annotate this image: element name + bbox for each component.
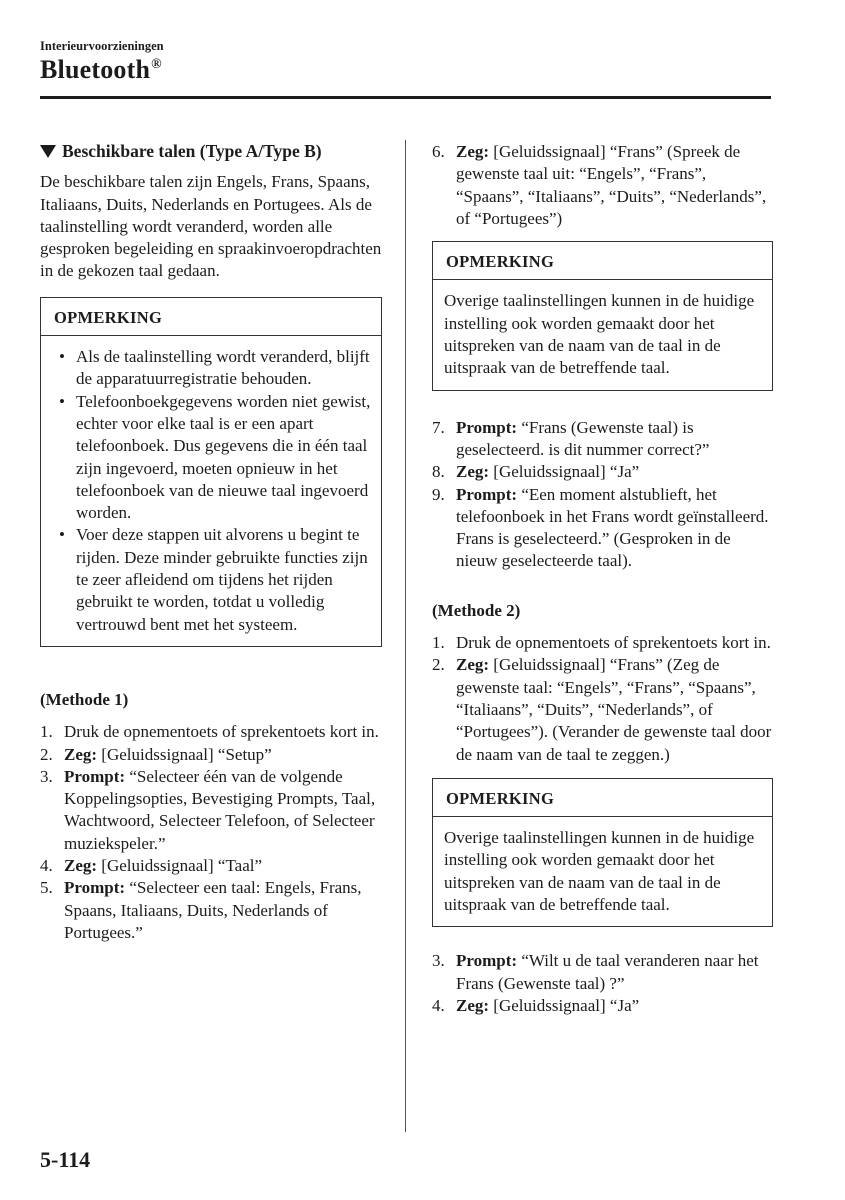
method2-steps-continued [432, 950, 773, 1017]
step-item [432, 484, 773, 573]
step-keyword: Zeg: [456, 142, 490, 161]
step-number: 8. [432, 462, 445, 482]
note-bullet [52, 391, 373, 525]
bullet-dot-icon: • [59, 525, 65, 545]
subheading-text: Beschikbare talen (Type A/Type B) [62, 141, 322, 161]
note-body [41, 336, 381, 646]
triangle-down-icon [40, 145, 56, 158]
step-text: [Geluidssignaal] “Frans” (Spreek de gewenste taal uit: “Engels”, “Frans”, “Spaans”, “Italiaans”, “Duits”, “Nederlands”, of “Portugees”) [456, 142, 767, 228]
step-item [40, 744, 382, 766]
note-box [432, 778, 773, 927]
step-keyword: Zeg: [64, 744, 98, 764]
registered-mark: ® [151, 57, 162, 72]
method-title: (Methode 2) [432, 600, 521, 620]
step-number: 6. [432, 142, 445, 161]
step-text: “Frans (Gewenste taal) is geselecteerd. is dit nummer correct?” [456, 417, 710, 459]
step-keyword: Prompt: [64, 766, 126, 786]
right-column [432, 141, 773, 1017]
step-keyword: Zeg: [456, 655, 490, 675]
step-item [432, 417, 773, 462]
section-label: Interieurvoorzieningen [40, 39, 164, 53]
note-body [433, 280, 772, 389]
step-text: [Geluidssignaal] “Taal” [101, 856, 263, 876]
subheading [40, 140, 382, 162]
step-keyword: Prompt: [64, 878, 126, 898]
note-text: Overige taalinstellingen kunnen in de huidige instelling ook worden gemaakt door het uitspreken van de naam van de taal in de uitspraak van de betreffende taal. [444, 828, 755, 915]
bullet-dot-icon: • [59, 347, 65, 367]
step-number: 1. [432, 633, 445, 653]
step-number: 4. [432, 995, 445, 1015]
chapter-title-text: Bluetooth [40, 55, 151, 84]
step-text: “Wilt u de taal veranderen naar het Frans (Gewenste taal) ?” [456, 951, 759, 993]
note-bullet [52, 524, 373, 635]
note-label: OPMERKING [433, 242, 772, 280]
header-rule [40, 96, 771, 99]
note-box [40, 297, 382, 647]
note-bullet [52, 346, 373, 391]
step-item [432, 141, 773, 230]
step-number: 2. [40, 744, 53, 764]
step-item [40, 721, 382, 743]
note-label: OPMERKING [41, 298, 381, 336]
step-item [40, 766, 382, 855]
step-item [432, 950, 773, 995]
step-text: “Selecteer één van de volgende Koppelingsopties, Bevestiging Prompts, Taal, Wachtwoord, Selecteer Telefoon, of Selecteer muziekspeler.” [64, 766, 376, 853]
step-text: Druk de opnementoets of sprekentoets kort in. [456, 633, 771, 653]
method-title: (Methode 1) [40, 689, 129, 709]
note-text: Overige taalinstellingen kunnen in de huidige instelling ook worden gemaakt door het uitspreken van de naam van de taal in de uitspraak van de betreffende taal. [444, 291, 755, 378]
step-number: 3. [432, 951, 445, 971]
step-keyword: Prompt: [456, 417, 518, 437]
note-bullet-text: Voer deze stappen uit alvorens u begint te rijden. Deze minder gebruikte functies zijn te zeer afleidend om tijdens het rijden gebruikt te worden, totdat u volledig vertrouwd bent met het systeem. [76, 525, 368, 634]
chapter-title [40, 55, 162, 85]
step-number: 2. [432, 655, 445, 675]
note-bullet-text: Telefoonboekgegevens worden niet gewist, echter voor elke taal is er een apart telefoonboek. Dus gegevens die in één taal zijn ingevoerd, moeten opnieuw in het telefoonboek van de nieuwe taal ingevoerd worden. [76, 391, 371, 523]
step-item [432, 995, 773, 1017]
step-keyword: Zeg: [456, 995, 490, 1015]
step-item [40, 855, 382, 877]
left-column [40, 140, 382, 944]
method2-steps [432, 632, 773, 766]
step-text: [Geluidssignaal] “Ja” [493, 462, 640, 482]
step-number: 3. [40, 766, 53, 786]
step-text: [Geluidssignaal] “Frans” (Zeg de gewenste taal: “Engels”, “Frans”, “Spaans”, “Italiaans”, “Duits”, “Nederlands”, of “Portugees”). (Verander de gewenste taal door de naam van de taal te zeggen.) [456, 655, 772, 764]
note-bullets [52, 346, 373, 636]
intro-paragraph: De beschikbare talen zijn Engels, Frans, Spaans, Italiaans, Duits, Nederlands en Portugees. Als de taalinstelling wordt veranderd, worden alle gesproken begeleiding en spraakinvoeropdrachten in de gekozen taal gedaan. [40, 172, 382, 281]
method1-steps [40, 721, 382, 944]
step-text: “Een moment alstublieft, het telefoonboek in het Frans wordt geïnstalleerd. Frans is geselecteerd.” (Gesproken in de nieuw geselecteerde taal). [456, 484, 769, 571]
steps-continued [432, 141, 773, 230]
step-text: [Geluidssignaal] “Ja” [493, 995, 640, 1015]
step-item [432, 654, 773, 765]
step-number: 9. [432, 484, 445, 504]
steps-continued [432, 417, 773, 573]
step-number: 1. [40, 722, 53, 742]
note-bullet-text: Als de taalinstelling wordt veranderd, blijft de apparatuurregistratie behouden. [76, 347, 370, 389]
page-number: 5-114 [40, 1147, 91, 1172]
step-text: “Selecteer een taal: Engels, Frans, Spaans, Italiaans, Duits, Nederlands of Portugees.” [64, 878, 362, 942]
step-number: 4. [40, 856, 53, 876]
step-item [40, 877, 382, 944]
step-text: Druk de opnementoets of sprekentoets kort in. [64, 722, 379, 742]
step-keyword: Zeg: [64, 856, 98, 876]
column-divider [405, 140, 406, 1132]
note-label: OPMERKING [433, 779, 772, 817]
note-box [432, 241, 773, 390]
step-number: 7. [432, 417, 445, 437]
step-number: 5. [40, 878, 53, 898]
step-keyword: Prompt: [456, 951, 518, 971]
step-text: [Geluidssignaal] “Setup” [101, 744, 272, 764]
step-keyword: Zeg: [456, 462, 490, 482]
step-item [432, 461, 773, 483]
step-keyword: Prompt: [456, 484, 518, 504]
step-item [432, 632, 773, 654]
note-body [433, 817, 772, 926]
bullet-dot-icon: • [59, 391, 65, 411]
